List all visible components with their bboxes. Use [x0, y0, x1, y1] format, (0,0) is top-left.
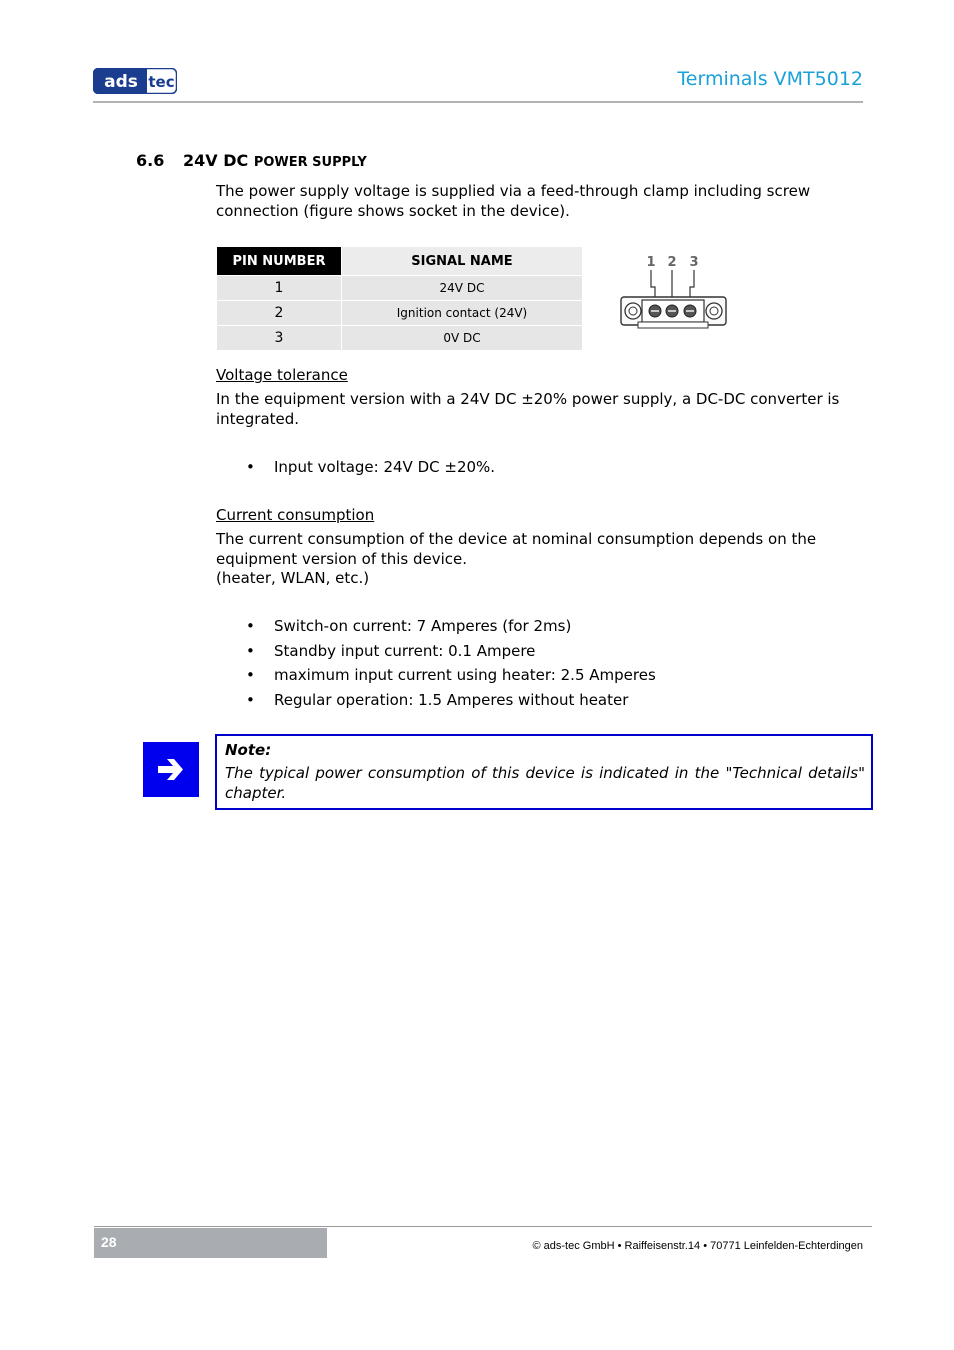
footer-divider: [94, 1226, 872, 1227]
section-title: [183, 151, 367, 170]
arrow-right-icon: [143, 742, 199, 797]
current-bullet-list: [216, 617, 856, 715]
signal-cell: Ignition contact (24V): [342, 301, 583, 326]
note-arrow-box: [143, 742, 199, 797]
list-item: • Input voltage: 24V DC ±20%.: [216, 458, 856, 483]
intro-paragraph: The power supply voltage is supplied via a feed-through clamp including screw connection (figure shows socket in the device).: [216, 182, 811, 220]
section-number: 6.6: [136, 151, 165, 170]
logo-text-ads: ads: [104, 72, 138, 92]
voltage-paragraph: In the equipment version with a 24V DC ±20% power supply, a DC-DC converter is integrated.: [216, 390, 840, 428]
note-text: The typical power consumption of this device is indicated in the "Technical details" chapter.: [225, 764, 865, 802]
note-heading: Note:: [225, 741, 272, 759]
table-row: [217, 276, 583, 301]
document-title: Terminals VMT5012: [677, 68, 863, 90]
footer-address: © ads-tec GmbH • Raiffeisenstr.14 • 70771 Leinfelden-Echterdingen: [532, 1240, 863, 1252]
current-consumption-heading: Current consumption: [216, 506, 375, 524]
current-paragraph: The current consumption of the device at nominal consumption depends on the equipment version of this device.: [216, 530, 817, 568]
pin-number-header: PIN NUMBER: [217, 247, 342, 276]
page-number-box: [94, 1228, 327, 1258]
signal-cell: 0V DC: [342, 326, 583, 351]
pin-label-2: 2: [667, 255, 677, 270]
pin-label-1: 1: [646, 255, 656, 270]
list-item: • Standby input current: 0.1 Ampere: [216, 642, 856, 667]
logo-text-tec: tec: [148, 73, 175, 91]
pin-cell: 2: [217, 301, 342, 326]
connector-socket-illustration: [618, 251, 730, 333]
list-item: • Switch-on current: 7 Amperes (for 2ms): [216, 617, 856, 642]
ads-tec-logo: [93, 68, 177, 94]
page-number: 28: [101, 1234, 117, 1250]
list-item: • maximum input current using heater: 2.5 Amperes: [216, 666, 856, 691]
pin-cell: 1: [217, 276, 342, 301]
header-divider: [93, 101, 863, 103]
section-title-main: 24V DC: [183, 151, 249, 170]
table-row: [217, 301, 583, 326]
current-paragraph-note: (heater, WLAN, etc.): [216, 569, 370, 587]
signal-cell: 24V DC: [342, 276, 583, 301]
signal-name-header: SIGNAL NAME: [342, 247, 583, 276]
list-item: • Regular operation: 1.5 Amperes without heater: [216, 691, 856, 716]
pin-table-header-row: [217, 247, 583, 276]
pin-cell: 3: [217, 326, 342, 351]
section-title-small: POWER SUPPLY: [253, 155, 367, 170]
voltage-bullet-list: [216, 458, 856, 483]
pin-label-3: 3: [689, 255, 699, 270]
table-row: [217, 326, 583, 351]
voltage-tolerance-heading: Voltage tolerance: [216, 366, 348, 384]
pin-table: [216, 246, 583, 351]
